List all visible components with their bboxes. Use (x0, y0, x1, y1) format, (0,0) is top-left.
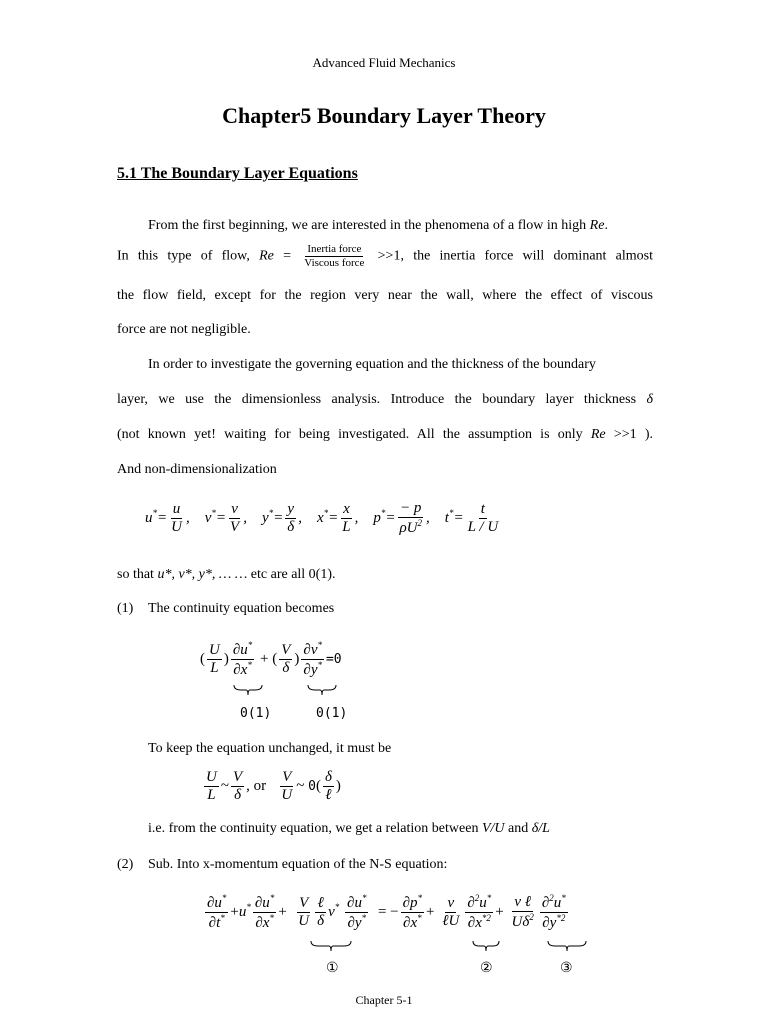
p2-line1: In order to investigate the governing equation and the thickness of the boundary (148, 357, 596, 372)
p1-line4: force are not negligible. (117, 322, 251, 337)
chapter-title: Chapter5 Boundary Layer Theory (222, 103, 546, 128)
continuity-brace-1 (233, 684, 263, 696)
section-heading: 5.1 The Boundary Layer Equations (117, 165, 358, 182)
p1-line1: From the first beginning, we are interested in the phenomena of a flow in high Re. (148, 218, 608, 233)
p2-line2: layer, we use the dimensionless analysis. Introduce the boundary layer thickness δ (117, 392, 654, 407)
p2-line3: (not known yet! waiting for being investigated. All the assumption is only Re >>1 ). (117, 427, 653, 442)
keep-unchanged-text: To keep the equation unchanged, it must be (148, 741, 392, 756)
ie-line: i.e. from the continuity equation, we get a relation between V/U and δ/L (148, 821, 550, 836)
item1-number: (1) (117, 601, 134, 616)
term-marker-3: ③ (560, 961, 573, 976)
inertia-viscous-fraction: $\frac{\text{Inertia force}}{\text{Viscous force}}$ (304, 243, 365, 269)
order-relation: $\frac{U}{L}$ ~ $\frac{V}{\delta}$ , or $\frac{V}{U}$ ~ 0( $\frac{\delta}{\text{ℓ}}$ ) (206, 769, 341, 804)
item1-text: The continuity equation becomes (148, 601, 335, 616)
running-header: Advanced Fluid Mechanics (312, 55, 456, 70)
continuity-brace-2 (307, 684, 337, 696)
term-marker-1: ① (326, 961, 339, 976)
item2-number: (2) (117, 857, 134, 872)
page-footer: Chapter 5-1 (355, 993, 413, 1007)
so-that-line: so that u*, v*, y*, … … etc are all 0(1). (117, 567, 336, 582)
nondim-equation: u*= $\frac{u}{U}$ , v*= $\frac{v}{V}$ , y*= $\frac{y}{\delta}$ , x*= $\frac{x}{L}$ , p*= $\frac{- p}{\rho U^2}$ , t*= $\frac{t}{L / U}$ (145, 500, 499, 537)
momentum-brace-2 (472, 940, 500, 952)
order-label-2: 0(1) (316, 706, 348, 721)
p2-line4: And non-dimensionalization (117, 462, 277, 477)
x-momentum-equation: $\frac{\partial u^*}{\partial t^*}$ +u* $\frac{\partial u^*}{\partial x^*}$ + $\frac{V}{U}$ $\frac{\text{ℓ}}{\delta}$ v* $\frac{\partial u^*}{\partial y^*}$ = − $\frac{\partial p^*}{\partial x^*}$ + $\frac{\nu}{\text{ℓU}}$ $\frac{\partial^2u^*}{\partial x^{*2}}$ + $\frac{\text{ν ℓ}}{U\delta^2}$ $\frac{\partial^2u^*}{\partial y^{*2}}$ (207, 893, 566, 932)
momentum-brace-3 (547, 940, 587, 952)
term-marker-2: ② (480, 961, 493, 976)
p1-line3: the flow field, except for the region very near the wall, where the effect of viscous (117, 288, 653, 303)
p1-line2: In this type of flow, Re = $\frac{\text{Inertia force}}{\text{Viscous force}}$ >>1, the inertia force will dominant almost (117, 243, 654, 269)
order-label-1: 0(1) (240, 706, 272, 721)
item2-text: Sub. Into x-momentum equation of the N-S equation: (148, 857, 448, 872)
momentum-brace-1 (310, 940, 352, 952)
continuity-equation: ( $\frac{U}{L}$ ) $\frac{\partial u^*}{\partial x^*}$ + ( $\frac{V}{\delta}$ ) $\frac{\partial v^*}{\partial y^*}$ =0 (200, 640, 342, 679)
